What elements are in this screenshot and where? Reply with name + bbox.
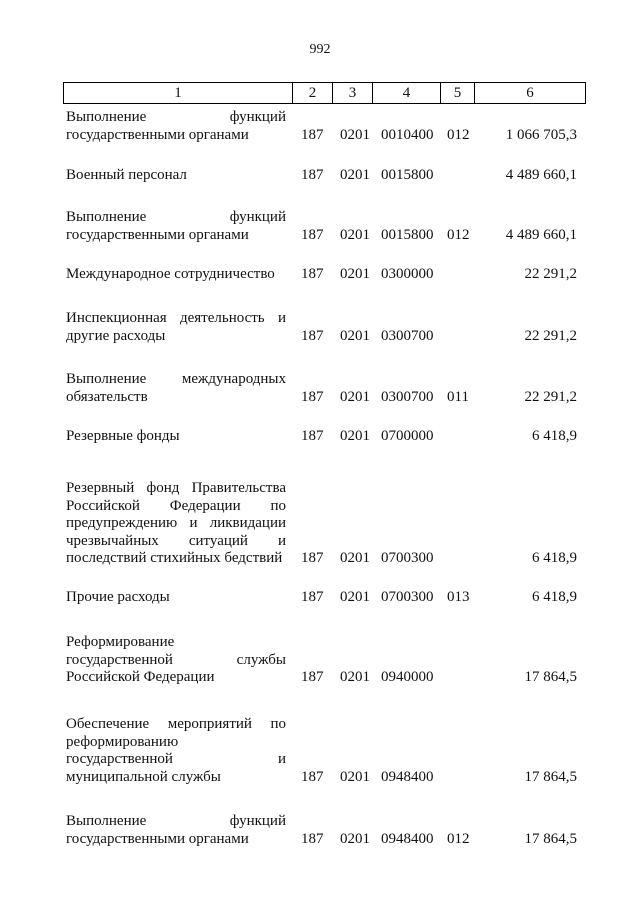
target-article-code: 0300700	[381, 388, 434, 405]
row-label-line: Выполнение функций	[66, 109, 286, 125]
amount: 6 418,9	[532, 428, 577, 444]
row-label	[66, 634, 286, 687]
row-label-line: Международное сотрудничество	[66, 266, 275, 282]
amount: 17 864,5	[524, 768, 577, 785]
department-code: 187	[301, 550, 324, 566]
amount: 17 864,5	[524, 669, 577, 685]
row-label	[66, 266, 286, 284]
row-label	[66, 209, 286, 244]
section-code: 0201	[340, 388, 370, 405]
page-number: 992	[309, 42, 331, 57]
target-article-code: 0948400	[381, 768, 434, 785]
row-label	[66, 716, 286, 786]
section-code: 0201	[340, 167, 370, 183]
row-label	[66, 310, 286, 345]
row-label-line: Военный персонал	[66, 167, 187, 183]
expense-type-code: 012	[447, 830, 470, 847]
amount: 6 418,9	[532, 550, 577, 566]
row-label	[66, 167, 286, 185]
row-label	[66, 371, 286, 406]
row-label	[66, 428, 286, 446]
target-article-code: 0700300	[381, 589, 434, 605]
target-article-code: 0300000	[381, 266, 434, 282]
row-label-line: другие расходы	[66, 327, 166, 344]
row-label-line: Обеспечение мероприятий по	[66, 716, 286, 732]
row-label-line: Российской Федерации	[66, 669, 215, 685]
department-code: 187	[301, 167, 324, 183]
target-article-code: 0015800	[381, 226, 434, 243]
expense-type-code: 012	[447, 226, 470, 243]
section-code: 0201	[340, 226, 370, 243]
section-code: 0201	[340, 327, 370, 344]
expense-type-code: 012	[447, 126, 470, 143]
section-code: 0201	[340, 830, 370, 847]
target-article-code: 0300700	[381, 327, 434, 344]
expense-type-code: 013	[447, 589, 470, 605]
section-code: 0201	[340, 428, 370, 444]
department-code: 187	[301, 327, 324, 344]
row-label-line: реформированию	[66, 733, 179, 750]
header-col-4: 4	[373, 83, 441, 103]
department-code: 187	[301, 266, 324, 282]
section-code: 0201	[340, 768, 370, 785]
row-label-line: чрезвычайных ситуаций и	[66, 532, 286, 549]
amount: 22 291,2	[524, 327, 577, 344]
row-label	[66, 813, 286, 848]
section-code: 0201	[340, 550, 370, 566]
section-code: 0201	[340, 669, 370, 685]
header-col-3: 3	[333, 83, 373, 103]
amount: 22 291,2	[524, 388, 577, 405]
expense-type-code: 011	[447, 388, 469, 405]
department-code: 187	[301, 830, 324, 847]
row-label-line: государственными органами	[66, 226, 249, 243]
amount: 4 489 660,1	[505, 226, 577, 243]
department-code: 187	[301, 428, 324, 444]
row-label-line: Резервные фонды	[66, 428, 180, 444]
section-code: 0201	[340, 266, 370, 282]
amount: 1 066 705,3	[505, 126, 577, 143]
header-col-2: 2	[293, 83, 333, 103]
row-label-line: Реформирование	[66, 634, 175, 650]
department-code: 187	[301, 226, 324, 243]
department-code: 187	[301, 388, 324, 405]
department-code: 187	[301, 589, 324, 605]
row-label-line: государственной службы	[66, 651, 286, 668]
amount: 4 489 660,1	[505, 167, 577, 183]
department-code: 187	[301, 768, 324, 785]
row-label-line: Выполнение функций	[66, 209, 286, 225]
target-article-code: 0010400	[381, 126, 434, 143]
row-label-line: предупреждению и ликвидации	[66, 515, 286, 531]
header-col-5: 5	[441, 83, 475, 103]
row-label-line: Выполнение функций	[66, 813, 286, 829]
section-code: 0201	[340, 589, 370, 605]
row-label-line: муниципальной службы	[66, 768, 221, 785]
amount: 22 291,2	[524, 266, 577, 282]
row-label	[66, 109, 286, 144]
row-label-line: Выполнение международных	[66, 371, 286, 387]
row-label	[66, 480, 286, 568]
header-col-6: 6	[526, 85, 534, 101]
target-article-code: 0015800	[381, 167, 434, 183]
department-code: 187	[301, 669, 324, 685]
row-label-line: последствий стихийных бедствий	[66, 550, 283, 566]
amount: 17 864,5	[524, 830, 577, 847]
section-code: 0201	[340, 126, 370, 143]
target-article-code: 0700000	[381, 428, 434, 444]
target-article-code: 0700300	[381, 550, 434, 566]
row-label	[66, 589, 286, 607]
table-header	[63, 82, 586, 104]
row-label-line: Российской Федерации по	[66, 497, 286, 514]
row-label-line: обязательств	[66, 388, 148, 405]
amount: 6 418,9	[532, 589, 577, 605]
target-article-code: 0940000	[381, 669, 434, 685]
row-label-line: Инспекционная деятельность и	[66, 310, 286, 326]
row-label-line: государственными органами	[66, 126, 249, 143]
department-code: 187	[301, 126, 324, 143]
row-label-line: Прочие расходы	[66, 589, 170, 605]
row-label-line: государственными органами	[66, 830, 249, 847]
target-article-code: 0948400	[381, 830, 434, 847]
row-label-line: Резервный фонд Правительства	[66, 480, 286, 496]
row-label-line: государственной и	[66, 751, 286, 767]
header-col-1: 1	[64, 83, 293, 103]
